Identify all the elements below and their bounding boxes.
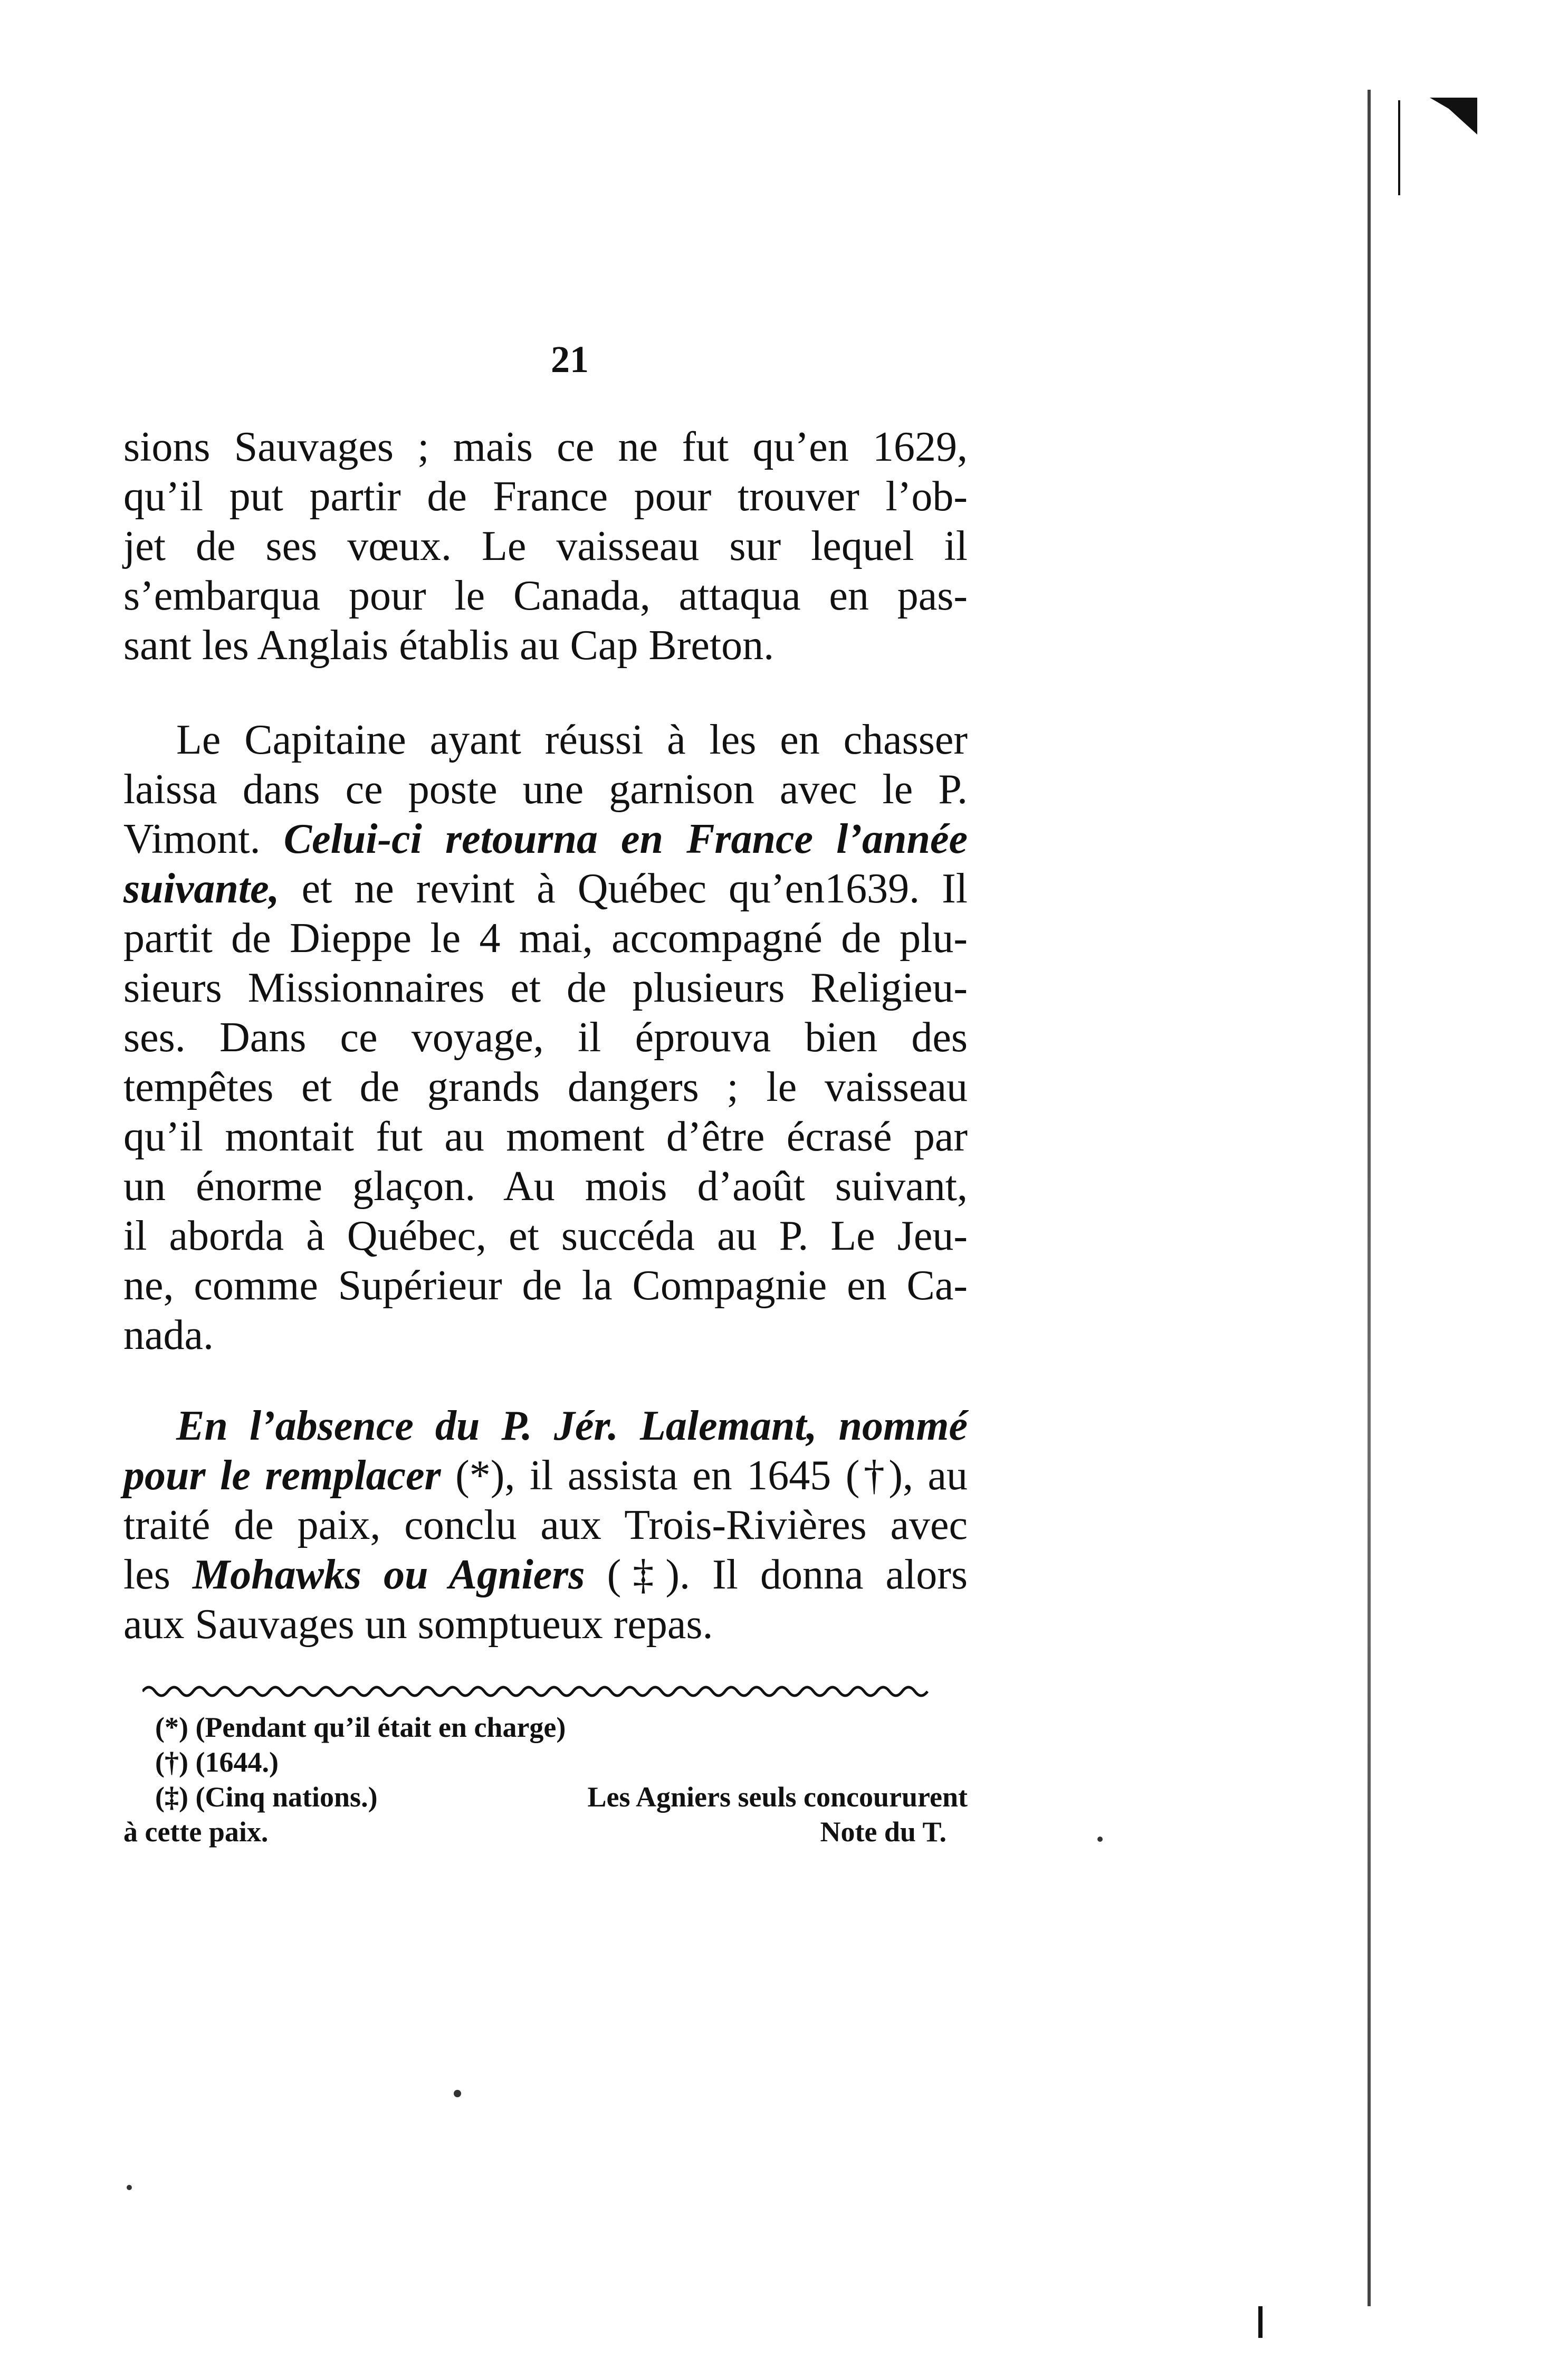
paragraph-2-line: tempêtes et de grands dangers ; le vaisseau	[123, 1064, 968, 1110]
paragraph-1-line: s’embarqua pour le Canada, attaqua en pas-	[123, 573, 968, 619]
page-binding-edge	[1368, 90, 1371, 2306]
scan-speck	[1097, 1837, 1103, 1842]
footnote-3	[123, 1780, 968, 1814]
paragraph-3-line: aux Sauvages un somptueux repas.	[123, 1601, 713, 1648]
paragraph-2-line: laissa dans ce poste une garnison avec le P.	[123, 766, 968, 813]
footnote-2: (†) (1644.)	[155, 1746, 279, 1778]
paragraph-3	[123, 1401, 968, 1649]
paragraph-3-line: En l’absence du P. Jér. Lalemant, nommé	[176, 1403, 968, 1449]
paragraph-2-line: sieurs Missionnaires et de plusieurs Religieu-	[123, 965, 968, 1011]
corner-fold-mark	[1430, 98, 1477, 135]
text-run: (‡). Il donna alors	[607, 1552, 968, 1598]
italic-text-run: pour le remplacer	[123, 1452, 441, 1499]
page-number: 21	[551, 338, 589, 381]
text-run: et ne revint à Québec qu’en1639. Il	[301, 865, 968, 912]
paragraph-3-line	[123, 1451, 968, 1500]
paragraph-2-line: ne, comme Supérieur de la Compagnie en Ca-	[123, 1262, 968, 1309]
italic-text-run: suivante,	[123, 865, 280, 912]
paragraph-1-line: sant les Anglais établis au Cap Breton.	[123, 622, 775, 669]
footnote-3-continued	[123, 1814, 968, 1849]
footnote-1: (*) (Pendant qu’il était en charge)	[155, 1711, 566, 1743]
paragraph-2-line: Le Capitaine ayant réussi à les en chasser	[176, 717, 968, 763]
paragraph-2-line: il aborda à Québec, et succéda au P. Le Jeu-	[123, 1213, 968, 1259]
paragraph-2-line: ses. Dans ce voyage, il éprouva bien des	[123, 1014, 968, 1061]
italic-text-run: Celui-ci retourna en France l’année	[283, 816, 968, 862]
scan-speck	[127, 2185, 132, 2190]
paragraph-3-line	[123, 1550, 968, 1600]
text-run: les	[123, 1552, 170, 1598]
paragraph-2-line: qu’il montait fut au moment d’être écrasé par	[123, 1114, 968, 1160]
paragraph-2	[123, 715, 968, 1360]
paragraph-3-line: traité de paix, conclu aux Trois-Rivières avec	[123, 1502, 968, 1548]
scan-artifact-mark	[1258, 2306, 1263, 2338]
italic-text-run: Mohawks ou Agniers	[192, 1552, 585, 1598]
footnote-3-text: Les Agniers seuls concoururent	[587, 1781, 968, 1813]
paragraph-2-line: partit de Dieppe le 4 mai, accompagné de plu-	[123, 915, 968, 962]
footnote-3-mark: (‡) (Cinq nations.)	[155, 1781, 378, 1813]
paragraph-1	[123, 422, 968, 670]
scan-speck	[454, 2090, 461, 2097]
paragraph-1-line: qu’il put partir de France pour trouver l’ob-	[123, 473, 968, 520]
binding-shadow	[1398, 100, 1400, 195]
paragraph-1-line: sions Sauvages ; mais ce ne fut qu’en 1629,	[123, 424, 968, 470]
text-run: Vimont.	[123, 816, 261, 862]
footnotes	[123, 1710, 968, 1849]
paragraph-2-line: un énorme glaçon. Au mois d’août suivant,	[123, 1163, 968, 1210]
text-run: (*), il assista en 1645 (†), au	[455, 1452, 968, 1499]
paragraph-2-line: nada.	[123, 1312, 214, 1358]
paragraph-2-line	[123, 814, 968, 864]
footnote-3-end: à cette paix.	[123, 1816, 269, 1848]
paragraph-1-line: jet de ses vœux. Le vaisseau sur lequel il	[123, 523, 968, 569]
translator-note: Note du T.	[820, 1816, 946, 1848]
paragraph-2-line	[123, 864, 968, 914]
wavy-divider	[142, 1681, 929, 1702]
